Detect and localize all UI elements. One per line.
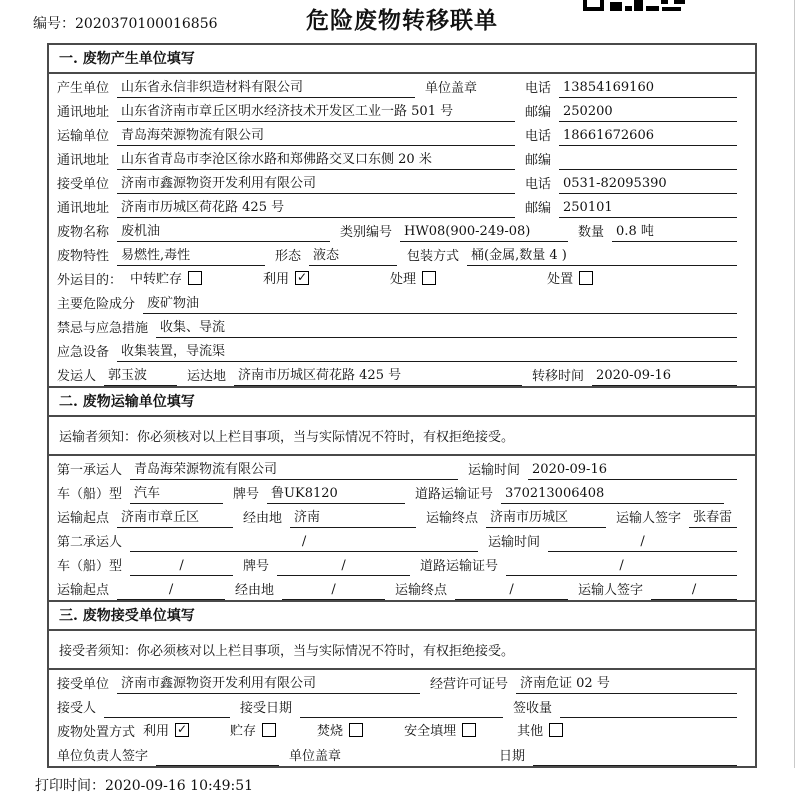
producer-unit-label-4: 电话 <box>524 81 551 96</box>
vehicle-1-label-4: 道路运输证号 <box>415 487 494 502</box>
producer-unit-label-0: 产生单位 <box>57 81 110 96</box>
waste-name-label-4: 数量 <box>578 225 605 240</box>
row-receive-address <box>49 194 755 218</box>
receive-address-label-0: 通讯地址 <box>57 201 110 216</box>
origin-1-field: 济南市章丘区 <box>117 506 233 528</box>
checkbox-incinerate-unchecked <box>349 723 363 737</box>
route-1-label-6: 运输人签字 <box>616 511 682 526</box>
transport-phone-field: 18661672606 <box>559 128 737 146</box>
section-header-transporter: 二. 废物运输单位填写 <box>49 388 755 417</box>
row-producer-address <box>49 98 755 122</box>
receive-unit-label-0: 接受单位 <box>57 177 110 192</box>
accept-person-label-4: 签收量 <box>513 701 553 716</box>
checkbox-storage-unchecked <box>262 723 276 737</box>
responsible-signature-label-4: 日期 <box>499 749 526 764</box>
section-transporter <box>49 386 755 600</box>
precautions-label-0: 禁忌与应急措施 <box>57 321 149 336</box>
quantity-field: 0.8 吨 <box>612 220 737 242</box>
receive-address-label-2: 邮编 <box>524 201 551 216</box>
terminus-1-field: 济南市历城区 <box>486 506 606 528</box>
page-edge-line <box>794 0 795 768</box>
row-vehicle-1 <box>49 480 755 504</box>
notice-receiver: 接受者须知：你必须核对以上栏目事项，当与实际情况不符时，有权拒绝接受。 <box>49 631 755 670</box>
shipper-label-0: 发运人 <box>57 369 97 384</box>
transport-unit-label-0: 运输单位 <box>57 129 110 144</box>
checkbox-label-storage: 贮存 <box>230 724 257 739</box>
transport-unit-label-2: 电话 <box>524 129 551 144</box>
route-2-label-0: 运输起点 <box>57 583 110 598</box>
form-table <box>47 43 757 768</box>
row-outbound-purpose <box>49 266 755 290</box>
transfer-date-field: 2020-09-16 <box>592 368 737 386</box>
vehicle-2-label-4: 道路运输证号 <box>420 559 499 574</box>
receive-address-field: 济南市历城区荷花路 425 号 <box>117 196 515 218</box>
print-time-value: 2020-09-16 10:49:51 <box>105 778 254 794</box>
row-route-1 <box>49 504 755 528</box>
checkbox-label-other: 其他 <box>517 724 544 739</box>
route-2-label-4: 运输终点 <box>395 583 448 598</box>
producer-address-label-2: 邮编 <box>524 105 551 120</box>
producer-zip-field: 250200 <box>559 104 737 122</box>
road-permit-1-field: 370213006408 <box>501 486 724 504</box>
print-time-label: 打印时间： <box>35 778 105 794</box>
first-carrier-field: 青岛海荣源物流有限公司 <box>130 458 458 480</box>
checkbox-utilize-2-checked: ✓ <box>177 721 188 736</box>
row-waste-property <box>49 242 755 266</box>
print-time <box>35 775 796 795</box>
row-disposal-method <box>49 718 755 742</box>
accept-date-field <box>300 700 503 718</box>
transport-unit-field: 青岛海荣源物流有限公司 <box>117 124 515 146</box>
terminus-2-field: / <box>455 582 568 600</box>
checkbox-label-treat: 处理 <box>390 272 417 287</box>
accept-unit-field: 济南市鑫源物资开发利用有限公司 <box>117 672 420 694</box>
carrier-signature-2-field: / <box>651 582 737 600</box>
carrier-signature-1-field: 张春雷 <box>689 506 737 528</box>
packaging-field: 桶(金属,数量 4 ) <box>467 244 737 266</box>
accept-person-label-0: 接受人 <box>57 701 97 716</box>
row-route-2 <box>49 576 755 600</box>
receive-phone-field: 0531-82095390 <box>559 176 737 194</box>
second-carrier-label-2: 运输时间 <box>488 535 541 550</box>
route-2-label-2: 经由地 <box>235 583 275 598</box>
via-2-field: / <box>282 582 385 600</box>
vehicle-1-label-2: 牌号 <box>233 487 260 502</box>
row-vehicle-2 <box>49 552 755 576</box>
first-carrier-label-0: 第一承运人 <box>57 463 123 478</box>
waste-name-field: 废机油 <box>117 220 330 242</box>
transport-zip-field <box>559 152 737 170</box>
checkbox-group-storage <box>230 720 276 742</box>
row-transport-unit <box>49 122 755 146</box>
row-emergency-equipment <box>49 338 755 362</box>
plate-number-1-field: 鲁UK8120 <box>267 482 405 504</box>
receive-zip-field: 250101 <box>559 200 737 218</box>
vehicle-type-2-field: / <box>130 558 233 576</box>
producer-address-label-0: 通讯地址 <box>57 105 110 120</box>
receive-unit-field: 济南市鑫源物资开发利用有限公司 <box>117 172 515 194</box>
emergency-equipment-field: 收集装置，导流渠 <box>117 340 737 362</box>
route-1-label-4: 运输终点 <box>426 511 479 526</box>
qr-code-fragment-icon <box>583 0 687 12</box>
received-quantity-field <box>560 700 737 718</box>
vehicle-type-1-field: 汽车 <box>130 482 223 504</box>
section-header-receiver: 三. 废物接受单位填写 <box>49 602 755 631</box>
row-shipper <box>49 362 755 386</box>
section-header-producer: 一. 废物产生单位填写 <box>49 45 755 74</box>
unit-seal-label: 单位盖章 <box>425 81 478 96</box>
transport-date-2-field: / <box>548 534 737 552</box>
accept-unit-label-0: 接受单位 <box>57 677 110 692</box>
row-accept-unit <box>49 670 755 694</box>
transport-date-1-field: 2020-09-16 <box>528 462 737 480</box>
row-responsible-signature <box>49 742 755 766</box>
checkbox-label-incinerate: 焚烧 <box>317 724 344 739</box>
checkbox-dispose-unchecked <box>579 271 593 285</box>
category-code-field: HW08(900-249-08) <box>400 224 568 242</box>
document-header <box>0 0 796 43</box>
transport-address-label-0: 通讯地址 <box>57 153 110 168</box>
checkbox-safe-landfill-unchecked <box>462 723 476 737</box>
origin-2-field: / <box>117 582 225 600</box>
checkbox-label-transit-storage: 中转贮存 <box>130 272 183 287</box>
checkbox-group-dispose <box>547 268 593 290</box>
outbound-purpose-label-0: 外运目的： <box>57 273 123 288</box>
responsible-signature-field <box>156 748 279 766</box>
vehicle-2-label-2: 牌号 <box>243 559 270 574</box>
checkbox-other-unchecked <box>549 723 563 737</box>
checkbox-label-utilize: 利用 <box>263 272 290 287</box>
waste-property-label-4: 包装方式 <box>407 249 460 264</box>
first-carrier-label-2: 运输时间 <box>468 463 521 478</box>
shipper-label-2: 运达地 <box>187 369 227 384</box>
receive-unit-label-2: 电话 <box>524 177 551 192</box>
checkbox-label-utilize-2: 利用 <box>143 724 170 739</box>
accept-unit-label-2: 经营许可证号 <box>430 677 509 692</box>
row-transport-address <box>49 146 755 170</box>
waste-property-label-0: 废物特性 <box>57 249 110 264</box>
waste-name-label-0: 废物名称 <box>57 225 110 240</box>
transport-address-field: 山东省青岛市李沧区徐水路和郑佛路交叉口东侧 20 米 <box>117 148 515 170</box>
section-receiver <box>49 600 755 766</box>
road-permit-2-field: / <box>506 558 737 576</box>
row-first-carrier <box>49 456 755 480</box>
checkbox-group-incinerate <box>317 720 363 742</box>
plate-number-2-field: / <box>277 558 410 576</box>
row-receive-unit <box>49 170 755 194</box>
responsible-signature-label-0: 单位负责人签字 <box>57 749 149 764</box>
vehicle-2-label-0: 车（船）型 <box>57 559 123 574</box>
disposal-method-label-0: 废物处置方式 <box>57 725 136 740</box>
checkbox-group-utilize-2 <box>143 720 189 742</box>
via-1-field: 济南 <box>290 506 416 528</box>
main-hazard-field: 废矿物油 <box>143 292 737 314</box>
destination-field: 济南市历城区荷花路 425 号 <box>234 364 522 386</box>
checkbox-group-safe-landfill <box>404 720 476 742</box>
row-precautions <box>49 314 755 338</box>
row-waste-name <box>49 218 755 242</box>
checkbox-label-safe-landfill: 安全填埋 <box>404 724 457 739</box>
route-2-label-6: 运输人签字 <box>578 583 644 598</box>
checkbox-group-treat <box>390 268 436 290</box>
producer-unit-field: 山东省永信非织造材料有限公司 <box>117 76 415 98</box>
checkbox-group-utilize <box>263 268 309 290</box>
page-title: 危险废物转移联单 <box>306 7 498 34</box>
checkbox-transit-storage-unchecked <box>188 271 202 285</box>
checkbox-utilize-checked: ✓ <box>297 269 308 284</box>
shipper-name-field: 郭玉波 <box>104 364 177 386</box>
precautions-field: 收集、导流 <box>156 316 737 338</box>
main-hazard-label-0: 主要危险成分 <box>57 297 136 312</box>
route-1-label-0: 运输起点 <box>57 511 110 526</box>
row-producer-unit <box>49 74 755 98</box>
accept-person-label-2: 接受日期 <box>240 701 293 716</box>
checkbox-group-other <box>517 720 563 742</box>
form-state-field: 液态 <box>309 244 397 266</box>
section-producer <box>49 45 755 386</box>
shipper-label-4: 转移时间 <box>532 369 585 384</box>
waste-property-label-2: 形态 <box>275 249 302 264</box>
doc-number-label: 编号： <box>33 16 75 32</box>
row-second-carrier <box>49 528 755 552</box>
checkbox-label-dispose: 处置 <box>547 272 574 287</box>
route-1-label-2: 经由地 <box>243 511 283 526</box>
notice-transporter: 运输者须知：你必须核对以上栏目事项，当与实际情况不符时，有权拒绝接受。 <box>49 417 755 456</box>
license-number-field: 济南危证 02 号 <box>516 672 737 694</box>
checkbox-group-transit-storage <box>130 268 202 290</box>
second-carrier-field: / <box>130 534 478 552</box>
checkbox-treat-unchecked <box>422 271 436 285</box>
producer-address-field: 山东省济南市章丘区明水经济技术开发区工业一路 501 号 <box>117 100 515 122</box>
unit-seal-label-2: 单位盖章 <box>289 749 342 764</box>
second-carrier-label-0: 第二承运人 <box>57 535 123 550</box>
transport-address-label-2: 邮编 <box>524 153 551 168</box>
producer-phone-field: 13854169160 <box>559 80 737 98</box>
row-accept-person <box>49 694 755 718</box>
accept-person-field <box>104 700 230 718</box>
emergency-equipment-label-0: 应急设备 <box>57 345 110 360</box>
waste-property-field: 易燃性,毒性 <box>117 244 265 266</box>
doc-number-value: 2020370100016856 <box>75 16 218 32</box>
waste-name-label-2: 类别编号 <box>340 225 393 240</box>
vehicle-1-label-0: 车（船）型 <box>57 487 123 502</box>
seal-date-field <box>533 748 737 766</box>
row-main-hazard <box>49 290 755 314</box>
